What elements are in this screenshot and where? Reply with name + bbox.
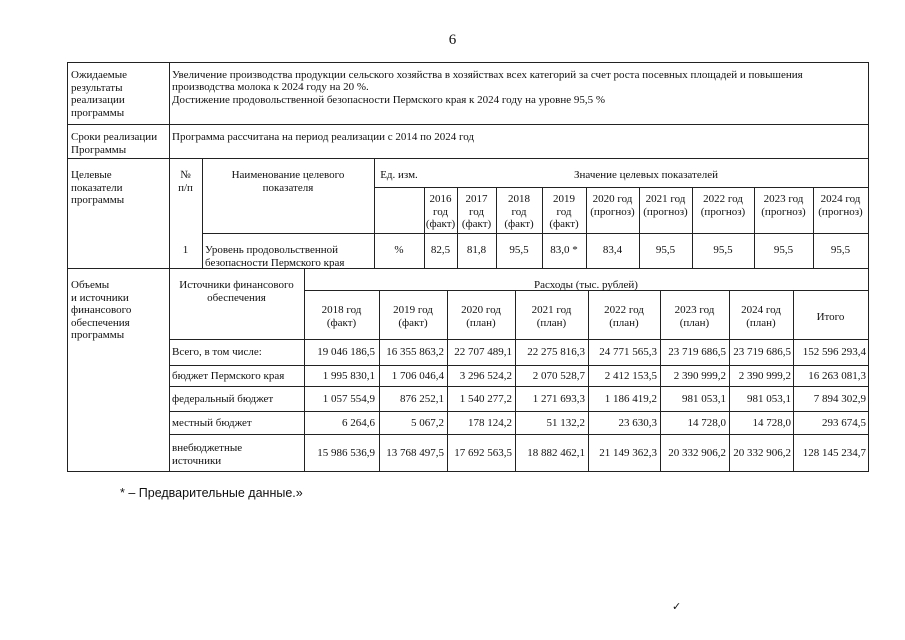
targets-year-2021: 2021 год (прогноз) [643,193,688,218]
period-text: Программа рассчитана на период реализации с 2014 по 2024 год [172,131,475,143]
targets-row-name: Уровень продовольственной безопасности Пермского края [205,244,345,269]
financing-cell: 3 296 524,2 [459,370,512,382]
targets-year-2019: 2019 год (факт) [549,193,579,230]
financing-cell: 1 186 419,2 [604,393,657,405]
results-line-1: Увеличение производства продукции сельского хозяйства в хозяйствах всех категорий за счет роста посевных площадей и повышения [172,69,803,81]
financing-cell: 14 728,0 [687,417,726,429]
financing-cell: 1 271 693,3 [532,393,585,405]
financing-cell: 13 768 497,5 [386,447,444,459]
targets-year-2023: 2023 год (прогноз) [761,193,806,218]
targets-value: 95,5 [655,244,676,256]
targets-label: Целевые показатели программы [71,169,125,206]
financing-cell: 51 132,2 [546,417,585,429]
handwritten-check-mark: ✓ [672,601,682,613]
financing-cell: 1 057 554,9 [322,393,375,405]
targets-col-num: № п/п [178,169,193,194]
financing-cell: 23 719 686,5 [733,346,791,358]
financing-cell: 16 355 863,2 [386,346,444,358]
financing-row-total-name: Всего, в том числе: [172,346,262,358]
targets-col-name: Наименование целевого показателя [231,169,345,194]
footnote: * – Предварительные данные.» [120,486,303,500]
financing-label: Объемы и источники финансового обеспечения программы [71,279,132,341]
financing-col-source: Источники финансового обеспечения [179,279,294,304]
results-line-2: производства молока к 2024 году на 20 %. [172,81,369,93]
financing-cell: 17 692 563,5 [454,447,512,459]
financing-cell: 2 070 528,7 [532,370,585,382]
financing-row-federal-name: федеральный бюджет [172,393,274,405]
passport-table [67,62,869,472]
page-number: 6 [448,32,457,48]
financing-year-2022: 2022 год (план) [604,304,644,329]
financing-cell: 178 124,2 [468,417,512,429]
results-line-3: Достижение продовольственной безопасности Пермского края к 2024 году на уровне 95,5 % [172,94,606,106]
financing-cell: 15 986 536,9 [317,447,375,459]
financing-year-2023: 2023 год (план) [674,304,715,329]
financing-row-regional-name: бюджет Пермского края [172,370,285,382]
financing-row-local-name: местный бюджет [172,417,252,429]
financing-cell: 6 264,6 [342,417,375,429]
financing-cell: 2 412 153,5 [604,370,657,382]
financing-col-expenses: Расходы (тыс. рублей) [534,279,638,291]
financing-cell: 24 771 565,3 [599,346,657,358]
financing-cell: 128 145 234,7 [802,447,866,459]
financing-cell: 1 540 277,2 [459,393,512,405]
financing-year-2020: 2020 год (план) [461,304,501,329]
financing-col-total: Итого [816,311,845,323]
financing-cell: 20 332 906,2 [668,447,726,459]
financing-cell: 981 053,1 [747,393,791,405]
targets-col-values: Значение целевых показателей [574,169,718,181]
financing-cell: 23 719 686,5 [668,346,726,358]
targets-value: 95,5 [773,244,794,256]
financing-year-2019: 2019 год (факт) [393,304,433,329]
financing-cell: 1 995 830,1 [322,370,375,382]
targets-row-unit: % [394,244,404,256]
targets-col-unit: Ед. изм. [380,169,418,181]
targets-year-2018: 2018 год (факт) [504,193,534,230]
financing-cell: 293 674,5 [822,417,866,429]
targets-year-2017: 2017 год (факт) [461,193,492,230]
financing-cell: 7 894 302,9 [813,393,866,405]
financing-cell: 152 596 293,4 [802,346,866,358]
targets-year-2020: 2020 год (прогноз) [590,193,635,218]
financing-cell: 1 706 046,4 [391,370,444,382]
targets-value: 81,8 [466,244,487,256]
targets-year-2016: 2016 год (факт) [425,193,456,230]
targets-row-num: 1 [182,244,189,256]
financing-row-offbudget-name: внебюджетные источники [172,442,243,467]
financing-cell: 21 149 362,3 [599,447,657,459]
period-label: Сроки реализации Программы [71,131,158,156]
financing-year-2018: 2018 год (факт) [321,304,362,329]
financing-cell: 2 390 999,2 [738,370,791,382]
financing-cell: 23 630,3 [618,417,657,429]
financing-cell: 22 275 816,3 [527,346,585,358]
targets-year-2024: 2024 год (прогноз) [818,193,863,218]
financing-cell: 5 067,2 [411,417,444,429]
results-label: Ожидаемые результаты реализации программы [71,69,128,119]
financing-cell: 14 728,0 [752,417,791,429]
financing-cell: 2 390 999,2 [673,370,726,382]
financing-year-2024: 2024 год (план) [741,304,781,329]
financing-cell: 876 252,1 [400,393,444,405]
financing-cell: 18 882 462,1 [527,447,585,459]
financing-cell: 981 053,1 [682,393,726,405]
targets-value: 83,4 [602,244,623,256]
financing-cell: 19 046 186,5 [317,346,375,358]
targets-year-2022: 2022 год (прогноз) [700,193,746,218]
targets-value: 95,5 [830,244,851,256]
targets-value: 95,5 [509,244,529,256]
financing-cell: 22 707 489,1 [454,346,512,358]
targets-value: 82,5 [430,244,451,256]
financing-year-2021: 2021 год (план) [531,304,572,329]
financing-cell: 20 332 906,2 [733,447,791,459]
financing-cell: 16 263 081,3 [808,370,866,382]
targets-value: 83,0 * [550,244,578,256]
targets-value: 95,5 [713,244,733,256]
